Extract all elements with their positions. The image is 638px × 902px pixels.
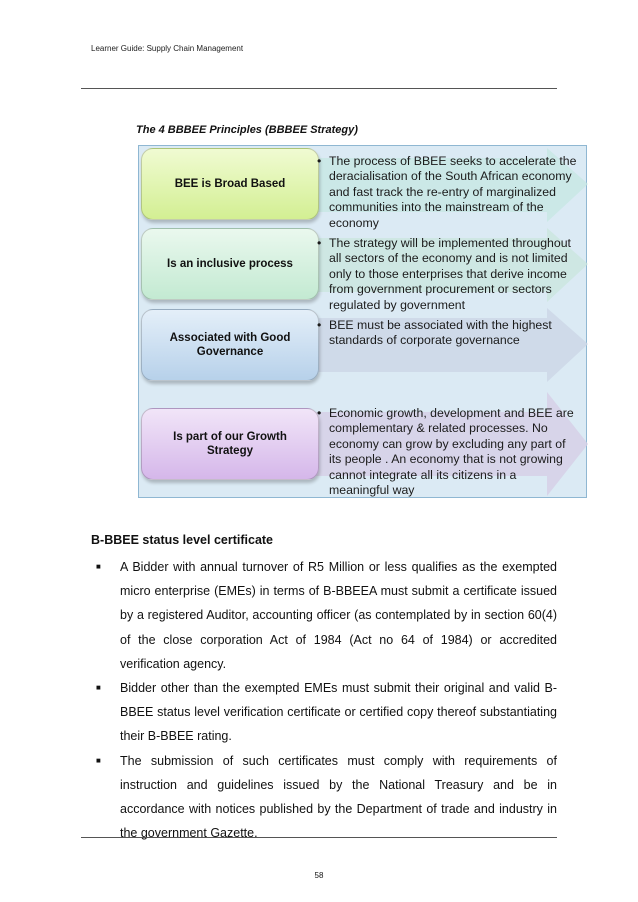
principle-description — [317, 154, 577, 234]
principle-description-text: The strategy will be implemented throughout all sectors of the economy and is not limited only to those enterprises that derive income from government procurement or sectors regulated by government — [329, 236, 571, 312]
principle-box-broad-based — [141, 148, 322, 220]
principle-label: BEE is Broad Based — [174, 178, 286, 190]
page-number: 58 — [314, 871, 324, 880]
principle-description — [317, 236, 577, 315]
bullet-dot: • — [317, 318, 322, 332]
bullet-dot: • — [317, 154, 322, 168]
bullet-dot: • — [317, 406, 322, 420]
principle-description — [317, 406, 577, 514]
principle-description-text: The process of BBEE seeks to accelerate the deracialisation of the South African economy and fast track the re-entry of marginalized communities into the mainstream of the economy — [329, 154, 577, 230]
list-item — [91, 749, 557, 846]
principle-box-inclusive — [141, 228, 322, 300]
list-item-text: The submission of such certificates must comply with requirements of instruction and guidelines issued by the National Treasury and be in accordance with notices published by the Department of trade and industry in the government Gazette. — [120, 753, 557, 841]
principle-box-growth — [141, 406, 322, 480]
square-bullet-icon: ■ — [96, 562, 101, 571]
footer-rule — [81, 837, 557, 838]
bbbee-principles-diagram — [138, 145, 587, 498]
principle-description-text: Economic growth, development and BEE are complementary & related processes. No economy can grow by excluding any part of its people . An economy that is not growing cannot integrate all its citizens in a meaningful way — [329, 406, 574, 498]
bullet-dot: • — [317, 236, 322, 250]
principle-box-governance — [141, 309, 322, 381]
certificate-requirements-list — [91, 555, 557, 845]
principle-label: Is an inclusive process — [167, 258, 293, 270]
section-heading: B-BBEE status level certificate — [91, 533, 274, 547]
principle-label: Associated with Good Governance — [169, 332, 291, 358]
list-item-text: A Bidder with annual turnover of R5 Million or less qualifies as the exempted micro enterprise (EMEs) in terms of B-BBEEA must submit a certificate issued by a registered Auditor, accounting officer (as contemplated by in section 60(4) of the close corporation Act of 1984 (Act no 64 of 1984) or accredited verification agency. — [120, 560, 557, 671]
principle-label: Is part of our Growth Strategy — [173, 431, 287, 457]
figure-title: The 4 BBBEE Principles (BBBEE Strategy) — [136, 124, 358, 136]
principle-description — [317, 318, 577, 368]
list-item — [91, 555, 557, 676]
square-bullet-icon: ■ — [96, 683, 101, 693]
header-rule — [81, 88, 557, 89]
square-bullet-icon: ■ — [96, 755, 101, 765]
list-item — [91, 676, 557, 749]
principle-description-text: BEE must be associated with the highest standards of corporate governance — [329, 318, 552, 348]
page-header: Learner Guide: Supply Chain Management — [91, 44, 244, 53]
list-item-text: Bidder other than the exempted EMEs must submit their original and valid B-BBEE status level verification certificate or certified copy thereof substantiating their B-BBEE rating. — [120, 681, 557, 744]
